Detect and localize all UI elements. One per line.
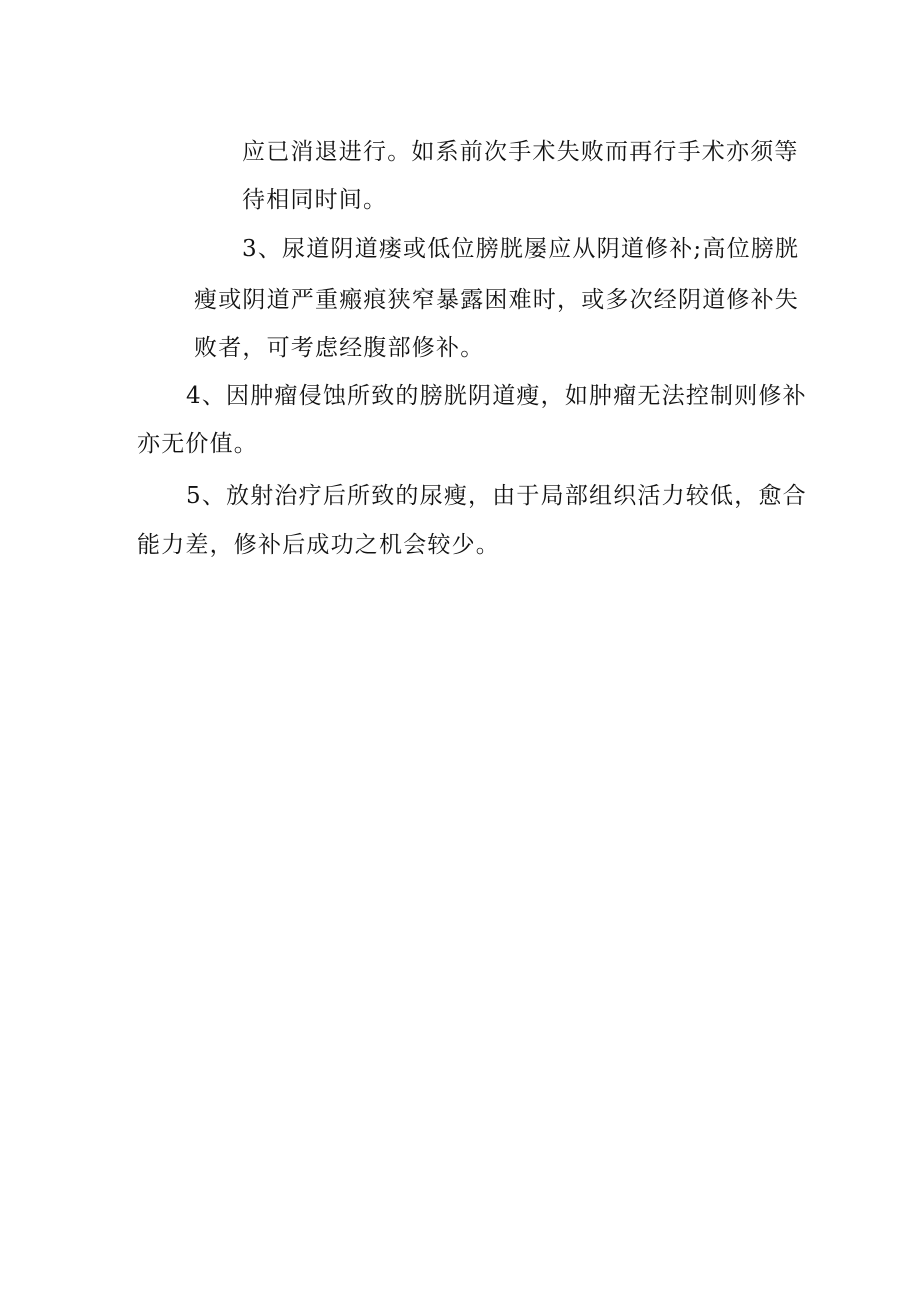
text-line: 能力差，修补后成功之机会较少。 [137,532,500,558]
text-line: 3、尿道阴道瘘或低位膀胱屡应从阴道修补;高位膀胱 [242,236,800,262]
text-line: 败者，可考虑经腹部修补。 [194,335,485,361]
text-line: 待相同时间。 [242,187,388,213]
text-line: 5、放射治疗后所致的尿瘦，由于局部组织活力较低，愈合 [186,483,807,509]
text-line: 4、因肿瘤侵蚀所致的膀胱阴道瘦，如肿瘤无法控制则修补 [186,383,807,409]
text-line: 应已消退进行。如系前次手术失败而再行手术亦须等 [242,139,799,165]
text-line: 亦无价值。 [137,431,258,457]
text-line: 瘦或阴道严重瘢痕狭窄暴露困难时，或多次经阴道修补失 [194,287,799,313]
